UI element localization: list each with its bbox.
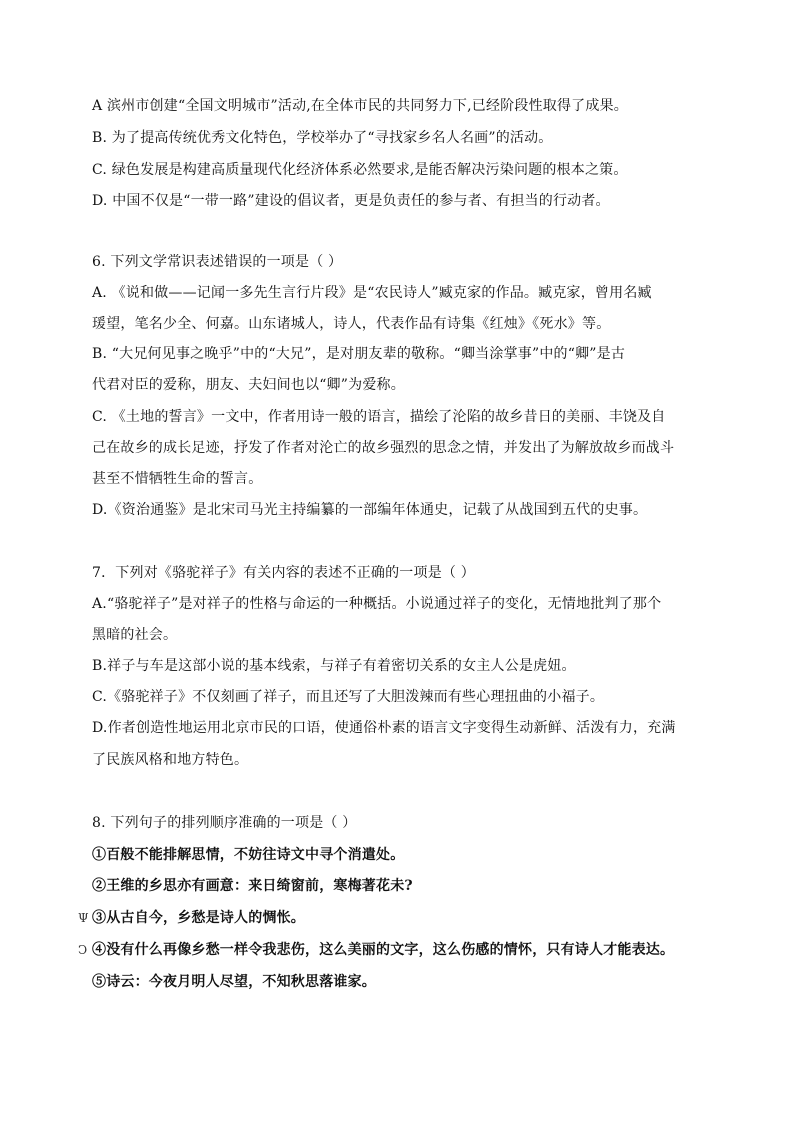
q8-sentence-4: ④没有什么再像乡愁一样令我悲伤，这么美丽的文字，这么伤感的情怀，只有诗人才能表达。 [92,942,675,958]
q8-sentence-2: ②王维的乡思亦有画意：来日绮窗前，寒梅著花未? [92,878,413,894]
q7-option-b: B.祥子与车是这部小说的基本线索，与祥子有着密切关系的女主人公是虎妞。 [92,658,576,674]
q8-stem: 8. 下列句子的排列顺序准确的一项是（ ） [92,815,357,831]
q8-sentence-1: ①百般不能排解思情，不妨往诗文中寻个消遣处。 [92,847,405,863]
q7-option-c: C.《骆驼祥子》不仅刻画了祥子，而且还写了大胆泼辣而有些心理扭曲的小福子。 [92,689,605,705]
q6-option-c-line3: 甚至不惜牺牲生命的誓言。 [92,471,263,487]
q7-option-a-line2: 黑暗的社会。 [92,627,178,643]
q6-option-a-line1: A. 《说和做——记闻一多先生言行片段》是“农民诗人”臧克家的作品。臧克家，曾用名臧 [92,285,652,301]
q6-option-c-line2: 己在故乡的成长足迹，抒发了作者对沦亡的故乡强烈的思念之情，并发出了为解放故乡而战斗 [92,440,675,456]
q5-option-b: B. 为了提高传统优秀文化特色，学校举办了“寻找家乡名人名画”的活动。 [92,130,553,146]
q7-option-d-line2: 了民族风格和地方特色。 [92,752,249,768]
margin-mark-2: Ↄ [78,943,88,957]
q7-option-a-line1: A.“骆驼祥子”是对祥子的性格与命运的一种概括。小说通过祥子的变化，无情地批判了那个 [92,596,662,612]
q8-sentence-5: ⑤诗云：今夜月明人尽望，不知秋思落谁家。 [92,974,376,990]
q6-option-c-line1: C. 《土地的誓言》一文中，作者用诗一般的语言，描绘了沦陷的故乡昔日的美丽、丰饶及自 [92,409,666,425]
q5-option-a: A 滨州市创建“全国文明城市”活动,在全体市民的共同努力下,已经阶段性取得了成果。 [92,98,628,114]
q5-option-d: D. 中国不仅是“一带一路”建设的倡议者，更是负责任的参与者、有担当的行动者。 [92,193,610,209]
q6-option-b-line1: B. “大兄何见事之晚乎”中的“大兄”，是对朋友辈的敬称。“卿当涂掌事”中的“卿”是古 [92,346,626,362]
q6-stem: 6. 下列文学常识表述错误的一项是（ ） [92,254,343,270]
q6-option-b-line2: 代君对臣的爱称，朋友、夫妇间也以“卿”为爱称。 [92,377,405,393]
q7-stem: 7．下列对《骆驼祥子》有关内容的表述不正确的一项是（ ） [92,565,475,581]
q6-option-d: D.《资治通鉴》是北宋司马光主持编纂的一部编年体通史，记载了从战国到五代的史事。 [92,502,648,518]
q6-option-a-line2: 瑗望，笔名少全、何嘉。山东诸城人，诗人，代表作品有诗集《红烛》《死水》等。 [92,316,611,332]
margin-mark-1: Ψ [78,911,89,925]
q8-sentence-3: ③从古自今，乡愁是诗人的惆怅。 [92,910,305,926]
q7-option-d-line1: D.作者创造性地运用北京市民的口语，使通俗朴素的语言文字变得生动新鲜、活泼有力，充满 [92,720,676,736]
q5-option-c: C. 绿色发展是构建高质量现代化经济体系必然要求,是能否解决污染问题的根本之策。 [92,162,628,178]
